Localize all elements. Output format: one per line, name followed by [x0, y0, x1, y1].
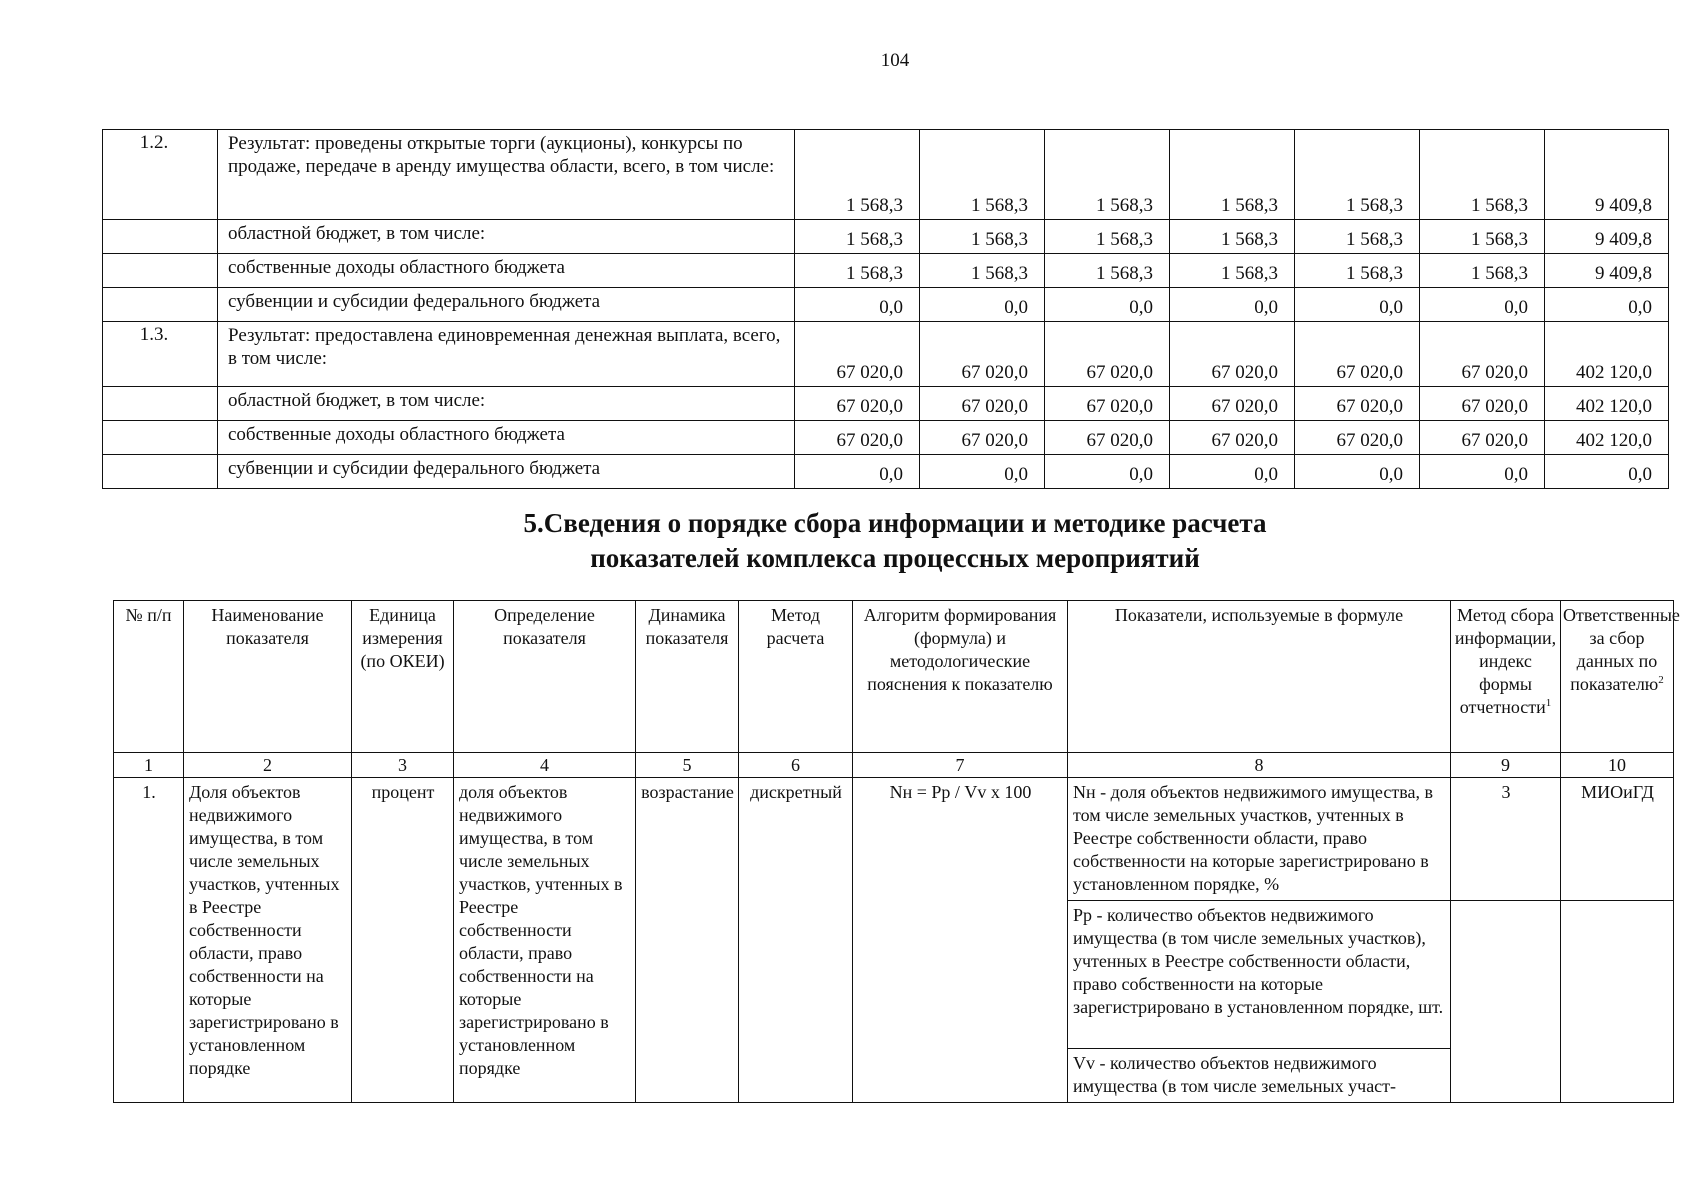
column-number: 7 [853, 753, 1068, 778]
budget-year-value: 1 568,3 [920, 130, 1045, 220]
budget-year-value: 1 568,3 [1295, 130, 1420, 220]
header-name: Наименование показателя [184, 601, 352, 753]
budget-row-label: собственные доходы областного бюджета [218, 421, 795, 455]
budget-year-value: 1 568,3 [1045, 254, 1170, 288]
budget-total-value: 0,0 [1545, 288, 1669, 322]
budget-year-value: 67 020,0 [1295, 421, 1420, 455]
header-responsible [1561, 601, 1680, 753]
header-row [114, 601, 1674, 753]
budget-year-value: 67 020,0 [1170, 322, 1295, 387]
formula-param-nn: Nн - доля объектов недвижимого имущества, в том числе земельных участков, учтенных в Реестре собственности области, право собственности на которые зарегистрировано в установленном порядке, % [1068, 778, 1451, 901]
indicator-definition: доля объектов недвижимого имущества, в том числе земельных участков, учтенных в Реестре собственности области, право собственности на которые зарегистрировано в установленном порядке [454, 778, 636, 1103]
budget-year-value: 67 020,0 [1170, 421, 1295, 455]
section-title-line1: 5.Сведения о порядке сбора информации и методике расчета [523, 508, 1267, 538]
budget-year-value: 67 020,0 [1295, 322, 1420, 387]
budget-year-value: 67 020,0 [1420, 322, 1545, 387]
budget-year-value: 0,0 [1045, 288, 1170, 322]
budget-year-value: 1 568,3 [1170, 130, 1295, 220]
column-number: 9 [1451, 753, 1561, 778]
footnote-2: 2 [1658, 674, 1664, 686]
column-number: 6 [739, 753, 853, 778]
indicator-formula: Nн = Pр / Vv x 100 [853, 778, 1068, 1103]
indicator-dynamics: возрастание [636, 778, 739, 1103]
budget-row-label: субвенции и субсидии федерального бюджета [218, 288, 795, 322]
budget-row-code [103, 288, 218, 322]
page-number: 104 [880, 50, 910, 71]
budget-row-label: областной бюджет, в том числе: [218, 220, 795, 254]
budget-row-label: субвенции и субсидии федерального бюджета [218, 455, 795, 489]
budget-row-label: собственные доходы областного бюджета [218, 254, 795, 288]
budget-year-value: 0,0 [1170, 288, 1295, 322]
budget-total-value: 9 409,8 [1545, 130, 1669, 220]
column-number: 10 [1561, 753, 1674, 778]
budget-year-value: 67 020,0 [920, 421, 1045, 455]
budget-year-value: 1 568,3 [920, 220, 1045, 254]
budget-row-code [103, 254, 218, 288]
column-number: 2 [184, 753, 352, 778]
budget-year-value: 67 020,0 [1045, 387, 1170, 421]
budget-row-label: Результат: предоставлена единовременная денежная выплата, всего, в том числе: [218, 322, 795, 387]
budget-row [103, 322, 1669, 387]
column-number: 1 [114, 753, 184, 778]
header-num: № п/п [114, 601, 184, 753]
column-number: 8 [1068, 753, 1451, 778]
budget-row-code [103, 455, 218, 489]
footnote-1: 1 [1545, 697, 1552, 709]
budget-row [103, 254, 1669, 288]
budget-year-value: 1 568,3 [1420, 254, 1545, 288]
budget-year-value: 1 568,3 [1420, 220, 1545, 254]
budget-year-value: 0,0 [920, 288, 1045, 322]
budget-year-value: 67 020,0 [920, 387, 1045, 421]
budget-row-code [103, 387, 218, 421]
budget-row-code [103, 421, 218, 455]
budget-year-value: 0,0 [1295, 455, 1420, 489]
budget-year-value: 1 568,3 [1420, 130, 1545, 220]
empty-cell [1561, 901, 1674, 1103]
budget-year-value: 67 020,0 [920, 322, 1045, 387]
budget-row-code [103, 220, 218, 254]
budget-year-value: 67 020,0 [795, 387, 920, 421]
indicator-name: Доля объектов недвижимого имущества, в том числе земельных участков, учтенных в Реестре собственности области, право собственности на которые зарегистрировано в установленном порядке [184, 778, 352, 1103]
budget-row-code: 1.2. [103, 130, 218, 220]
header-responsible-text: Ответственные за сбор данных по показателю [1563, 605, 1680, 694]
budget-year-value: 1 568,3 [795, 130, 920, 220]
budget-total-value: 402 120,0 [1545, 387, 1669, 421]
indicator-methods-table [113, 600, 1680, 1103]
budget-year-value: 0,0 [920, 455, 1045, 489]
column-number: 5 [636, 753, 739, 778]
budget-row [103, 220, 1669, 254]
budget-year-value: 1 568,3 [1170, 220, 1295, 254]
budget-year-value: 67 020,0 [1045, 322, 1170, 387]
budget-row [103, 455, 1669, 489]
budget-row-label: областной бюджет, в том числе: [218, 387, 795, 421]
budget-total-value: 402 120,0 [1545, 322, 1669, 387]
budget-year-value: 67 020,0 [1420, 421, 1545, 455]
budget-year-value: 67 020,0 [1295, 387, 1420, 421]
budget-year-value: 0,0 [1420, 288, 1545, 322]
budget-row [103, 387, 1669, 421]
budget-total-value: 402 120,0 [1545, 421, 1669, 455]
header-algorithm: Алгоритм формирования (формула) и методологические пояснения к показателю [853, 601, 1068, 753]
budget-year-value: 67 020,0 [795, 322, 920, 387]
formula-param-vv: Vv - количество объектов недвижимого имущества (в том числе земельных участ- [1068, 1049, 1451, 1103]
budget-row-code: 1.3. [103, 322, 218, 387]
budget-year-value: 67 020,0 [795, 421, 920, 455]
budget-year-value: 0,0 [795, 455, 920, 489]
budget-year-value: 67 020,0 [1420, 387, 1545, 421]
budget-table [102, 129, 1669, 489]
budget-row-label: Результат: проведены открытые торги (аукционы), конкурсы по продаже, передаче в аренду имущества области, всего, в том числе: [218, 130, 795, 220]
budget-year-value: 1 568,3 [1170, 254, 1295, 288]
header-method: Метод расчета [739, 601, 853, 753]
header-collection-method-text: Метод сбора информации, индекс формы отчетности [1454, 605, 1557, 717]
budget-row [103, 130, 1669, 220]
section-title [0, 506, 1700, 576]
budget-row [103, 288, 1669, 322]
budget-total-value: 9 409,8 [1545, 220, 1669, 254]
indicator-row [114, 778, 1674, 901]
budget-year-value: 0,0 [1420, 455, 1545, 489]
budget-year-value: 0,0 [1170, 455, 1295, 489]
budget-total-value: 0,0 [1545, 455, 1669, 489]
budget-year-value: 0,0 [1295, 288, 1420, 322]
indicator-num: 1. [114, 778, 184, 1103]
budget-year-value: 1 568,3 [1295, 220, 1420, 254]
column-number-row [114, 753, 1674, 778]
budget-year-value: 1 568,3 [795, 254, 920, 288]
budget-year-value: 0,0 [1045, 455, 1170, 489]
indicator-responsible: МИОиГД [1561, 778, 1674, 901]
column-number: 4 [454, 753, 636, 778]
budget-year-value: 1 568,3 [920, 254, 1045, 288]
indicator-collection-method: 3 [1451, 778, 1561, 901]
budget-year-value: 1 568,3 [1295, 254, 1420, 288]
header-definition: Определение показателя [454, 601, 636, 753]
section-title-line2: показателей комплекса процессных мероприятий [590, 543, 1200, 573]
budget-year-value: 1 568,3 [795, 220, 920, 254]
header-dynamics: Динамика показателя [636, 601, 739, 753]
formula-param-pr: Pр - количество объектов недвижимого имущества (в том числе земельных участков), учтенных в Реестре собственности области, право собственности на которые зарегистрировано в установленном порядке, шт. [1068, 901, 1451, 1049]
indicator-unit: процент [352, 778, 454, 1103]
budget-year-value: 1 568,3 [1045, 130, 1170, 220]
header-unit: Единица измерения (по ОКЕИ) [352, 601, 454, 753]
indicator-method: дискретный [739, 778, 853, 1103]
header-collection-method [1451, 601, 1561, 753]
header-formula-params: Показатели, используемые в формуле [1068, 601, 1451, 753]
budget-year-value: 67 020,0 [1170, 387, 1295, 421]
column-number: 3 [352, 753, 454, 778]
budget-total-value: 9 409,8 [1545, 254, 1669, 288]
budget-year-value: 1 568,3 [1045, 220, 1170, 254]
budget-year-value: 0,0 [795, 288, 920, 322]
empty-cell [1451, 901, 1561, 1103]
budget-year-value: 67 020,0 [1045, 421, 1170, 455]
budget-row [103, 421, 1669, 455]
